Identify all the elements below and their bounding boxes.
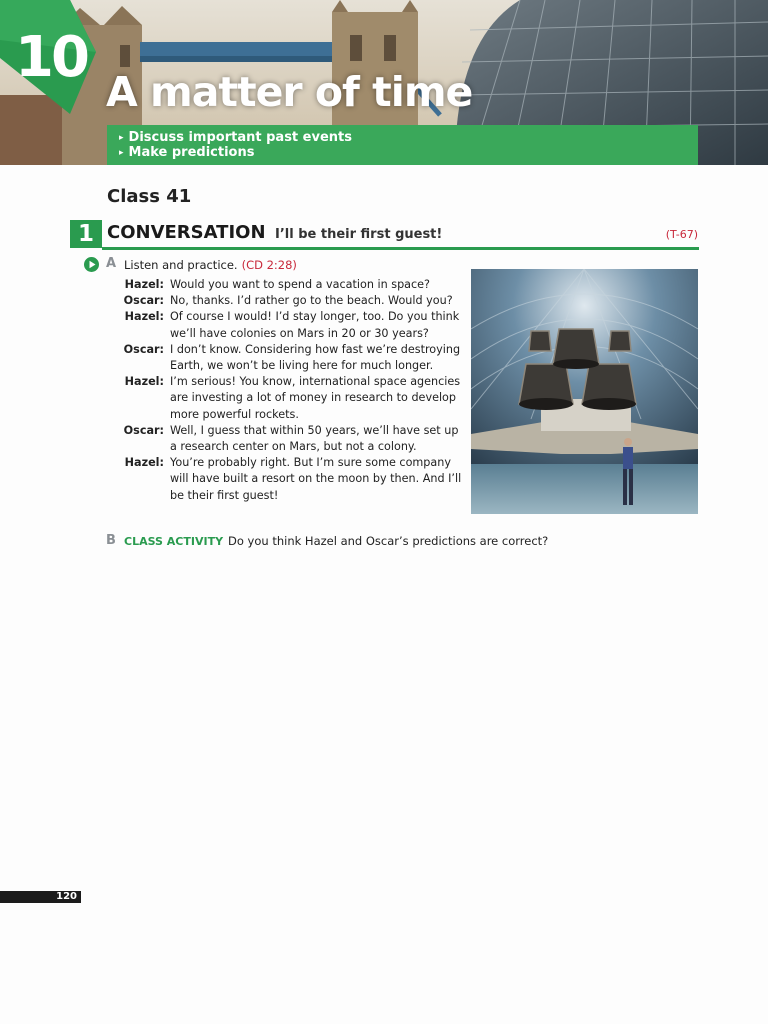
speech-text: No, thanks. I’d rather go to the beach. Would you?: [170, 294, 453, 308]
dialog-line: [110, 277, 466, 293]
class-title: Class 41: [107, 186, 192, 207]
speech-text: Would you want to spend a vacation in space?: [170, 278, 430, 291]
speech-text: Of course I would! I’d stay longer, too. Do you think we’ll have colonies on Mars in 20 or 30 years?: [170, 310, 460, 340]
speech-text: I don’t know. Considering how fast we’re destroying Earth, we won’t be living here for much longer.: [170, 342, 461, 373]
unit-banner: [0, 0, 768, 165]
speaker-name: Hazel:: [124, 310, 164, 324]
unit-goal: ▸ Make predictions: [119, 145, 255, 160]
page-number: 120: [56, 891, 77, 902]
speech-text: Well, I guess that within 50 years, we’ll have set up a research center on Mars, but not a colony.: [170, 423, 459, 454]
section-title: CONVERSATION: [107, 222, 266, 243]
part-a-letter: A: [106, 256, 117, 271]
class-activity-label: CLASS ACTIVITY: [124, 535, 224, 548]
space-shuttle-photo: [471, 269, 698, 514]
speaker-name: Hazel:: [124, 456, 164, 470]
dialog-line: [110, 455, 466, 504]
part-b-letter: B: [106, 533, 116, 548]
bullet-triangle-icon: ▸: [119, 148, 124, 158]
speech-text: You’re probably right. But I’m sure some company will have built a resort on the moon by then. And I’ll be their first guest!: [170, 456, 462, 502]
bullet-triangle-icon: ▸: [119, 133, 124, 143]
part-a-instruction: Listen and practice. (CD 2:28): [124, 258, 297, 272]
unit-goals-bar: [107, 125, 698, 165]
dialog-line: [110, 342, 466, 374]
conversation-dialog: [110, 277, 466, 504]
dialog-line: [110, 293, 466, 309]
speaker-name: Oscar:: [123, 342, 164, 356]
speaker-name: Oscar:: [123, 294, 164, 308]
audio-track-reference: (CD 2:28): [241, 258, 297, 272]
unit-number: 10: [15, 25, 87, 90]
dialog-line: [110, 374, 466, 423]
speaker-name: Hazel:: [124, 278, 164, 291]
section-subtitle: I’ll be their first guest!: [275, 227, 443, 242]
unit-title: A matter of time: [106, 68, 473, 116]
dialog-line: [110, 309, 466, 341]
speaker-name: Oscar:: [123, 423, 164, 437]
section-number: 1: [70, 220, 102, 248]
part-b-question: Do you think Hazel and Oscar’s predictions are correct?: [228, 534, 549, 548]
speech-text: I’m serious! You know, international space agencies are investing a lot of money in research to develop more powerful rockets.: [170, 375, 461, 421]
section-divider: [102, 247, 699, 250]
audio-play-icon[interactable]: [84, 257, 99, 272]
page-number-bar: [0, 891, 81, 903]
unit-goal: ▸ Discuss important past events: [119, 130, 352, 145]
dialog-line: [110, 423, 466, 455]
speaker-name: Hazel:: [124, 375, 164, 389]
teacher-page-reference: (T-67): [665, 228, 698, 241]
